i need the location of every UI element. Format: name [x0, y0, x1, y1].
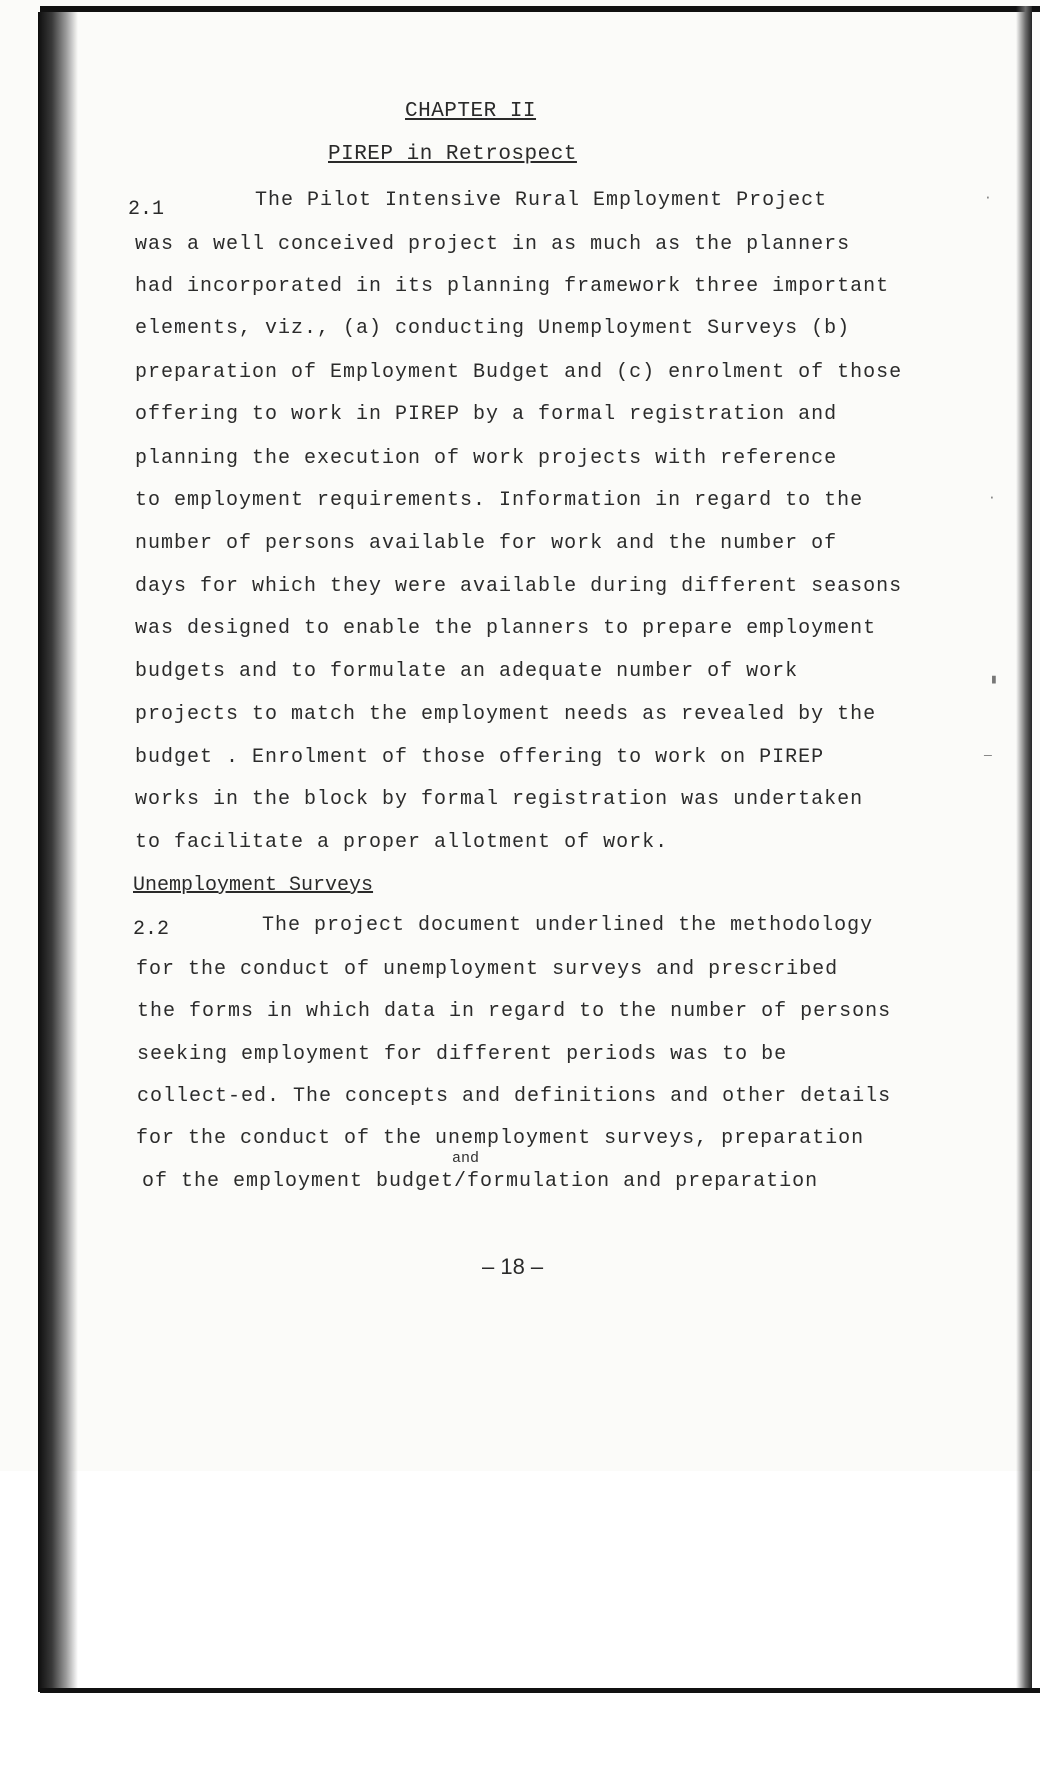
margin-speck: —	[984, 748, 992, 763]
paragraph-line: for the conduct of unemployment surveys and prescribed	[136, 958, 839, 981]
paragraph-line: was designed to enable the planners to prepare employment	[135, 617, 877, 640]
paragraph-line: elements, viz., (a) conducting Unemployment Surveys (b)	[135, 317, 851, 340]
margin-speck: ▮	[990, 672, 998, 687]
paragraph-line: for the conduct of the unemployment surveys, preparation	[136, 1127, 865, 1150]
binding-shadow	[38, 12, 78, 1692]
paragraph-line: to facilitate a proper allotment of work.	[135, 831, 669, 854]
paragraph-line: number of persons available for work and the number of	[135, 532, 838, 555]
paragraph-line: The project document underlined the methodology	[262, 914, 874, 937]
page-right-edge	[1016, 6, 1032, 1696]
page-number: – 18 –	[482, 1254, 544, 1279]
subsection-heading: Unemployment Surveys	[133, 874, 374, 897]
paragraph-line: to employment requirements. Information in regard to the	[135, 489, 864, 512]
paragraph-line: seeking employment for different periods was to be	[137, 1043, 788, 1066]
margin-speck: ·	[984, 190, 992, 205]
chapter-title: CHAPTER II	[405, 100, 537, 123]
paragraph-line: collect-ed. The concepts and definitions and other details	[137, 1085, 892, 1108]
paragraph-line: budgets and to formulate an adequate number of work	[135, 660, 799, 683]
page-top-edge	[40, 6, 1040, 12]
margin-speck: ·	[988, 490, 996, 505]
paragraph-line: works in the block by formal registration was undertaken	[135, 788, 864, 811]
paragraph-number: 2.1	[128, 198, 165, 221]
paragraph-line: offering to work in PIREP by a formal registration and	[135, 403, 838, 426]
paragraph-line: the forms in which data in regard to the number of persons	[137, 1000, 892, 1023]
section-title: PIREP in Retrospect	[328, 143, 577, 166]
handwritten-insertion: and	[452, 1150, 480, 1167]
paragraph-line: projects to match the employment needs as revealed by the	[135, 703, 877, 726]
scan-background	[0, 1693, 1040, 1780]
paragraph-line: budget . Enrolment of those offering to work on PIREP	[135, 746, 825, 769]
paragraph-line: was a well conceived project in as much as the planners	[135, 233, 851, 256]
paragraph-line: planning the execution of work projects with reference	[135, 447, 838, 470]
paragraph-number: 2.2	[133, 918, 170, 941]
paragraph-line: The Pilot Intensive Rural Employment Project	[255, 189, 828, 212]
paragraph-line: of the employment budget/formulation and preparation	[142, 1170, 819, 1193]
paragraph-line: had incorporated in its planning framework three important	[135, 275, 890, 298]
paragraph-line: days for which they were available during different seasons	[135, 575, 903, 598]
paragraph-line: preparation of Employment Budget and (c) enrolment of those	[135, 361, 903, 384]
